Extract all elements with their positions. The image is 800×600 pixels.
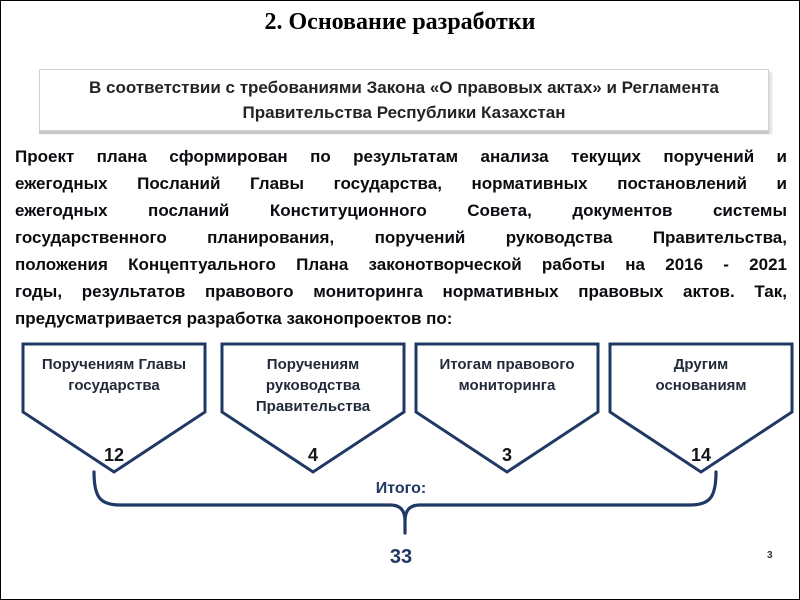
- shape-label-line: Другим: [673, 356, 729, 373]
- shape-label-line: Поручениям Главы: [41, 356, 187, 373]
- basis-shape-president: [21, 342, 207, 474]
- basis-shape-monitoring: [414, 342, 600, 474]
- total-label: Итого:: [375, 480, 427, 497]
- shape-count: 14: [690, 445, 712, 465]
- paragraph-line: положения Концептуального Плана законотворческой работы на 2016 - 2021: [15, 255, 787, 274]
- shape-count: 3: [501, 445, 512, 465]
- shape-label-line: государства: [68, 377, 160, 394]
- total-value: 33: [389, 546, 413, 568]
- shape-count: 4: [307, 445, 318, 465]
- shape-label-line: Итогам правового: [439, 356, 575, 373]
- shape-label: [614, 354, 788, 396]
- notice-box: [39, 69, 769, 131]
- notice-line-2: Правительства Республики Казахстан: [242, 103, 566, 122]
- basis-shape-government: [220, 342, 406, 474]
- body-paragraph: [15, 143, 787, 332]
- shape-label: [226, 354, 400, 417]
- shape-label: [420, 354, 594, 396]
- paragraph-line: годы, результатов правового мониторинга нормативных правовых актов. Так,: [15, 282, 787, 301]
- shape-label-line: Правительства: [255, 398, 371, 415]
- shape-label-line: Поручениям: [266, 356, 360, 373]
- shape-label-line: основаниям: [655, 377, 747, 394]
- basis-shape-other: [608, 342, 794, 474]
- shape-count: 12: [103, 445, 125, 465]
- shape-label: [27, 354, 201, 396]
- shape-label-line: руководства: [265, 377, 361, 394]
- paragraph-line: государственного планирования, поручений руководства Правительства,: [15, 228, 787, 247]
- paragraph-line: Проект плана сформирован по результатам анализа текущих поручений и: [15, 147, 787, 166]
- page-number: 3: [767, 550, 773, 561]
- shape-label-line: мониторинга: [458, 377, 556, 394]
- paragraph-line: предусматривается разработка законопроектов по:: [15, 309, 453, 328]
- notice-line-1: В соответствии с требованиями Закона «О правовых актах» и Регламента: [88, 78, 719, 97]
- slide-title: 2. Основание разработки: [264, 9, 536, 35]
- paragraph-line: ежегодных посланий Конституционного Совета, документов системы: [15, 201, 787, 220]
- paragraph-line: ежегодных Посланий Главы государства, нормативных постановлений и: [15, 174, 787, 193]
